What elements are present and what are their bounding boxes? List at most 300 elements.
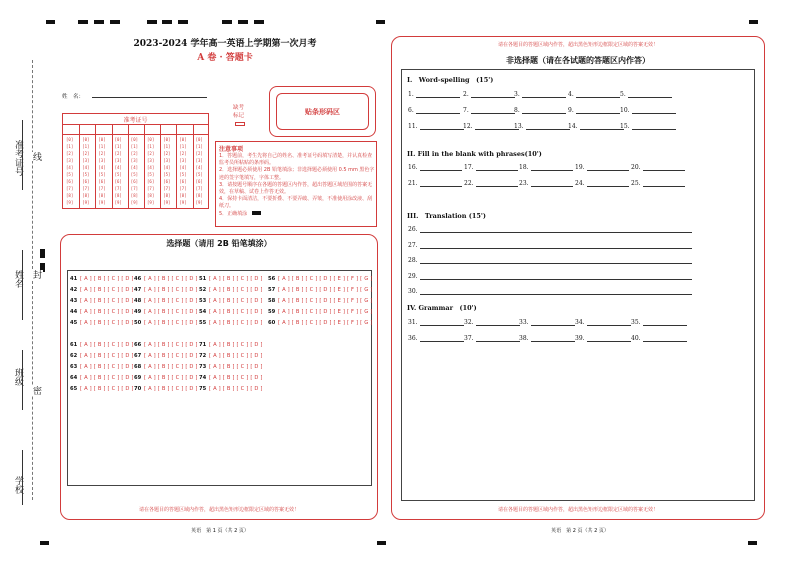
answer-blank[interactable]	[620, 91, 672, 98]
translation-line[interactable]	[408, 242, 692, 249]
question-number: 46	[134, 276, 142, 282]
zkzh-digit-bubble[interactable]: [4]	[195, 165, 203, 170]
answer-options[interactable]: [ A ] [ B ] [ C ] [ D ]	[144, 342, 198, 348]
answer-line[interactable]	[632, 124, 676, 130]
zkzh-digit-bubble[interactable]: [5]	[66, 172, 74, 177]
zkzh-digit-bubble[interactable]: [1]	[163, 144, 171, 149]
choice-question-row[interactable]	[70, 309, 134, 315]
answer-blank[interactable]	[464, 180, 518, 187]
answer-line[interactable]	[643, 320, 687, 326]
answer-line[interactable]	[476, 320, 520, 326]
name-field[interactable]	[92, 97, 207, 98]
zkzh-digit-bubble[interactable]: [4]	[147, 165, 155, 170]
zkzh-digit-bubble[interactable]: [5]	[163, 172, 171, 177]
side-name-label: 姓名	[13, 270, 23, 288]
translation-line[interactable]	[408, 288, 692, 295]
zkzh-digit-bubble[interactable]: [7]	[114, 186, 122, 191]
zkzh-digit-bubble[interactable]: [9]	[114, 200, 122, 205]
answer-number: 11.	[408, 123, 418, 130]
answer-blank[interactable]	[464, 164, 518, 171]
choice-question-row[interactable]	[134, 298, 198, 304]
zkzh-digit-bubble[interactable]: [8]	[130, 193, 139, 198]
zkzh-digit-bubble[interactable]: [5]	[82, 172, 90, 177]
answer-number: 24.	[575, 180, 585, 187]
timing-mark	[748, 541, 757, 545]
answer-line[interactable]	[580, 124, 624, 130]
choice-question-row[interactable]	[199, 386, 263, 392]
zkzh-digit-bubble[interactable]: [6]	[163, 179, 171, 184]
choice-question-row[interactable]	[199, 276, 263, 282]
answer-line[interactable]	[475, 124, 519, 130]
zkzh-digit-bubble[interactable]: [8]	[195, 193, 203, 198]
zkzh-digit-bubble[interactable]: [6]	[179, 179, 187, 184]
zkzh-digit-bubble[interactable]: [1]	[195, 144, 203, 149]
choice-question-row[interactable]	[70, 276, 134, 282]
zkzh-digit-bubble[interactable]: [2]	[130, 151, 139, 156]
zkzh-digit-bubble[interactable]: [8]	[179, 193, 187, 198]
answer-options[interactable]: [ A ] [ B ] [ C ] [ D ] [ E ] [ F ] [ G ]	[278, 298, 373, 304]
zkzh-digit-bubble[interactable]: [2]	[163, 151, 171, 156]
answer-line[interactable]	[420, 336, 464, 342]
zkzh-digit-bubble[interactable]: [3]	[114, 158, 122, 163]
answer-line[interactable]	[420, 165, 462, 171]
side-underline	[22, 120, 23, 190]
answer-number: 23.	[519, 180, 529, 187]
zkzh-digit-bubble[interactable]: [4]	[82, 165, 90, 170]
choice-question-row[interactable]	[199, 298, 263, 304]
zkzh-digit-bubble[interactable]: [5]	[130, 172, 139, 177]
zkzh-digit-bubble[interactable]: [0]	[147, 137, 155, 142]
timing-mark	[377, 541, 386, 545]
zkzh-digit-bubble[interactable]: [8]	[114, 193, 122, 198]
zkzh-digit-bubble[interactable]: [2]	[82, 151, 90, 156]
choice-question-row[interactable]	[70, 353, 134, 359]
zkzh-digit-bubble[interactable]: [0]	[179, 137, 187, 142]
answer-options[interactable]: [ A ] [ B ] [ C ] [ D ]	[209, 386, 263, 392]
zkzh-digit-bubble[interactable]: [5]	[114, 172, 122, 177]
choice-question-row[interactable]	[134, 353, 198, 359]
choice-question-row[interactable]	[70, 320, 134, 326]
answer-line[interactable]	[587, 165, 629, 171]
zkzh-digit-bubble[interactable]: [6]	[98, 179, 106, 184]
answer-blank[interactable]	[408, 319, 464, 326]
answer-options[interactable]: [ A ] [ B ] [ C ] [ D ]	[80, 309, 134, 315]
answer-line[interactable]	[587, 320, 631, 326]
answer-line[interactable]	[643, 181, 685, 187]
answer-blank[interactable]	[620, 123, 676, 130]
answer-line[interactable]	[526, 124, 570, 130]
answer-line[interactable]	[416, 108, 460, 114]
choice-question-row[interactable]	[268, 276, 373, 282]
answer-line[interactable]	[476, 336, 520, 342]
answer-blank[interactable]	[519, 319, 575, 326]
zkzh-digit-bubble[interactable]: [1]	[147, 144, 155, 149]
choice-question-row[interactable]	[134, 320, 198, 326]
zkzh-digit-bubble[interactable]: [2]	[147, 151, 155, 156]
answer-blank[interactable]	[575, 335, 631, 342]
zkzh-digit-bubble[interactable]: [0]	[66, 137, 74, 142]
translation-line[interactable]	[408, 257, 692, 264]
zkzh-digit-bubble[interactable]: [2]	[98, 151, 106, 156]
answer-number: 8.	[514, 107, 520, 114]
question-number: 55	[199, 320, 207, 326]
zkzh-digit-bubble[interactable]: [9]	[147, 200, 155, 205]
answer-options[interactable]: [ A ] [ B ] [ C ] [ D ]	[209, 364, 263, 370]
answer-number: 14.	[568, 123, 578, 130]
answer-blank[interactable]	[620, 107, 676, 114]
zkzh-digit-bubble[interactable]: [4]	[114, 165, 122, 170]
zkzh-digit-bubble[interactable]: [7]	[163, 186, 171, 191]
answer-blank[interactable]	[631, 335, 687, 342]
absent-checkbox[interactable]	[235, 122, 245, 126]
choice-question-row[interactable]	[199, 364, 263, 370]
answer-options[interactable]: [ A ] [ B ] [ C ] [ D ]	[144, 276, 198, 282]
zkzh-digit-bubble[interactable]: [5]	[147, 172, 155, 177]
zkzh-digit-bubble[interactable]: [9]	[66, 200, 74, 205]
answer-options[interactable]: [ A ] [ B ] [ C ] [ D ]	[144, 375, 198, 381]
choice-question-row[interactable]	[199, 342, 263, 348]
zkzh-digit-bubble[interactable]: [0]	[195, 137, 203, 142]
zkzh-digit-bubble[interactable]: [7]	[147, 186, 155, 191]
timing-mark	[147, 20, 157, 24]
zkzh-digit-bubble[interactable]: [5]	[195, 172, 203, 177]
answer-blank[interactable]	[514, 91, 566, 98]
question-number: 68	[134, 364, 142, 370]
answer-blank[interactable]	[514, 123, 570, 130]
answer-number: 33.	[519, 319, 529, 326]
answer-options[interactable]: [ A ] [ B ] [ C ] [ D ] [ E ] [ F ] [ G ]	[278, 287, 373, 293]
answer-line[interactable]	[420, 227, 692, 233]
note-item: 2．选择题必须使用 2B 铅笔填涂；非选择题必须使用 0.5 mm 黑色字迹的签字笔填写，字体工整。	[219, 167, 375, 181]
answer-options[interactable]: [ A ] [ B ] [ C ] [ D ]	[80, 375, 134, 381]
answer-number: 29.	[408, 272, 418, 280]
answer-blank[interactable]	[631, 164, 685, 171]
absent-label-2: 标记	[233, 113, 245, 119]
answer-line[interactable]	[531, 181, 573, 187]
question-number: 58	[268, 298, 276, 304]
question-number: 75	[199, 386, 207, 392]
zkzh-digit-bubble[interactable]: [8]	[147, 193, 155, 198]
answer-number: 26.	[408, 226, 418, 233]
zkzh-digit-bubble[interactable]: [9]	[98, 200, 106, 205]
zkzh-digit-bubble[interactable]: [4]	[163, 165, 171, 170]
choice-question-row[interactable]	[134, 287, 198, 293]
side-class-label: 班级	[13, 368, 23, 386]
zkzh-digit-bubble[interactable]: [3]	[82, 158, 90, 163]
zkzh-digit-bubble[interactable]: [8]	[66, 193, 74, 198]
answer-line[interactable]	[522, 108, 566, 114]
answer-line[interactable]	[420, 258, 692, 264]
answer-options[interactable]: [ A ] [ B ] [ C ] [ D ]	[144, 320, 198, 326]
zkzh-digit-bubble[interactable]: [5]	[179, 172, 187, 177]
answer-blank[interactable]	[408, 91, 460, 98]
question-number: 62	[70, 353, 78, 359]
answer-line[interactable]	[420, 274, 692, 280]
choice-question-row[interactable]	[268, 298, 373, 304]
answer-number: 4.	[568, 91, 574, 98]
answer-blank[interactable]	[464, 335, 520, 342]
choice-question-row[interactable]	[268, 287, 373, 293]
zkzh-digit-bubble[interactable]: [1]	[98, 144, 106, 149]
answer-number: 22.	[464, 180, 474, 187]
timing-mark	[46, 20, 55, 24]
zkzh-digit-bubble[interactable]: [3]	[98, 158, 106, 163]
choice-question-row[interactable]	[268, 309, 373, 315]
answer-line[interactable]	[471, 108, 515, 114]
choice-question-row[interactable]	[70, 287, 134, 293]
answer-line[interactable]	[531, 165, 573, 171]
answer-options[interactable]: [ A ] [ B ] [ C ] [ D ] [ E ] [ F ] [ G ]	[278, 320, 373, 326]
zkzh-digit-bubble[interactable]: [6]	[82, 179, 90, 184]
answer-blank[interactable]	[463, 123, 519, 130]
answer-line[interactable]	[576, 92, 620, 98]
side-underline	[22, 250, 23, 320]
choice-question-row[interactable]	[134, 386, 198, 392]
zkzh-digit-bubble[interactable]: [7]	[98, 186, 106, 191]
timing-mark	[254, 20, 264, 24]
choice-question-row[interactable]	[70, 342, 134, 348]
answer-options[interactable]: [ A ] [ B ] [ C ] [ D ]	[144, 386, 198, 392]
translation-line[interactable]	[408, 226, 692, 233]
zkzh-digit-bubble[interactable]: [2]	[114, 151, 122, 156]
answer-options[interactable]: [ A ] [ B ] [ C ] [ D ]	[209, 276, 263, 282]
choice-question-row[interactable]	[199, 375, 263, 381]
choice-question-row[interactable]	[199, 320, 263, 326]
section-2-title: II. Fill in the blank with phrases(10')	[407, 150, 542, 158]
zkzh-digit-bubble[interactable]: [7]	[195, 186, 203, 191]
answer-blank[interactable]	[408, 107, 460, 114]
answer-options[interactable]: [ A ] [ B ] [ C ] [ D ]	[80, 386, 134, 392]
choice-question-row[interactable]	[134, 375, 198, 381]
answer-options[interactable]: [ A ] [ B ] [ C ] [ D ]	[80, 287, 134, 293]
answer-line[interactable]	[476, 165, 518, 171]
answer-options[interactable]: [ A ] [ B ] [ C ] [ D ]	[144, 353, 198, 359]
zkzh-col-divider	[112, 124, 113, 209]
zkzh-digit-bubble[interactable]: [6]	[66, 179, 74, 184]
answer-options[interactable]: [ A ] [ B ] [ C ] [ D ]	[209, 342, 263, 348]
zkzh-digit-bubble[interactable]: [0]	[82, 137, 90, 142]
zkzh-digit-bubble[interactable]: [9]	[82, 200, 90, 205]
answer-line[interactable]	[587, 336, 631, 342]
zkzh-col-divider	[144, 124, 145, 209]
question-number: 63	[70, 364, 78, 370]
answer-options[interactable]: [ A ] [ B ] [ C ] [ D ]	[80, 353, 134, 359]
zkzh-digit-bubble[interactable]: [6]	[130, 179, 139, 184]
choice-question-row[interactable]	[199, 287, 263, 293]
answer-options[interactable]: [ A ] [ B ] [ C ] [ D ]	[209, 287, 263, 293]
choice-question-row[interactable]	[70, 375, 134, 381]
zkzh-digit-bubble[interactable]: [2]	[195, 151, 203, 156]
answer-blank[interactable]	[631, 180, 685, 187]
answer-blank[interactable]	[463, 107, 515, 114]
page-title: 2023-2024 学年高一英语上学期第一次月考	[133, 39, 317, 49]
choice-question-row[interactable]	[134, 364, 198, 370]
zkzh-digit-bubble[interactable]: [6]	[195, 179, 203, 184]
answer-options[interactable]: [ A ] [ B ] [ C ] [ D ]	[144, 298, 198, 304]
zkzh-col-divider	[95, 124, 96, 209]
choice-question-row[interactable]	[134, 276, 198, 282]
answer-options[interactable]: [ A ] [ B ] [ C ] [ D ]	[209, 353, 263, 359]
zkzh-digit-bubble[interactable]: [9]	[195, 200, 203, 205]
choice-question-row[interactable]	[199, 353, 263, 359]
zkzh-digit-bubble[interactable]: [1]	[114, 144, 122, 149]
answer-line[interactable]	[416, 92, 460, 98]
answer-line[interactable]	[531, 320, 575, 326]
zkzh-digit-bubble[interactable]: [8]	[98, 193, 106, 198]
zkzh-digit-bubble[interactable]: [7]	[82, 186, 90, 191]
answer-blank[interactable]	[408, 335, 464, 342]
answer-number: 40.	[631, 335, 641, 342]
answer-line[interactable]	[576, 108, 620, 114]
answer-blank[interactable]	[408, 164, 462, 171]
choice-question-row[interactable]	[70, 386, 134, 392]
answer-options[interactable]: [ A ] [ B ] [ C ] [ D ]	[80, 320, 134, 326]
answer-blank[interactable]	[464, 319, 520, 326]
zkzh-digit-bubble[interactable]: [7]	[130, 186, 139, 191]
answer-options[interactable]: [ A ] [ B ] [ C ] [ D ]	[144, 309, 198, 315]
zkzh-digit-bubble[interactable]: [7]	[179, 186, 187, 191]
answer-number: 1.	[408, 91, 414, 98]
answer-line[interactable]	[476, 181, 518, 187]
answer-blank[interactable]	[575, 164, 629, 171]
zkzh-digit-bubble[interactable]: [2]	[66, 151, 74, 156]
answer-line[interactable]	[531, 336, 575, 342]
zkzh-digit-bubble[interactable]: [6]	[114, 179, 122, 184]
answer-blank[interactable]	[463, 91, 515, 98]
answer-line[interactable]	[522, 92, 566, 98]
zkzh-digit-bubble[interactable]: [5]	[98, 172, 106, 177]
answer-number: 12.	[463, 123, 473, 130]
answer-options[interactable]: [ A ] [ B ] [ C ] [ D ]	[209, 375, 263, 381]
answer-blank[interactable]	[631, 319, 687, 326]
answer-options[interactable]: [ A ] [ B ] [ C ] [ D ]	[209, 320, 263, 326]
answer-blank[interactable]	[514, 107, 566, 114]
question-number: 59	[268, 309, 276, 315]
side-feng-label: 封	[31, 270, 41, 279]
zkzh-digit-bubble[interactable]: [1]	[130, 144, 139, 149]
answer-blank[interactable]	[568, 107, 620, 114]
answer-line[interactable]	[643, 165, 685, 171]
answer-line[interactable]	[632, 108, 676, 114]
choice-question-row[interactable]	[134, 309, 198, 315]
choice-question-row[interactable]	[268, 320, 373, 326]
answer-line[interactable]	[643, 336, 687, 342]
choice-question-row[interactable]	[134, 342, 198, 348]
answer-line[interactable]	[420, 320, 464, 326]
answer-options[interactable]: [ A ] [ B ] [ C ] [ D ]	[80, 342, 134, 348]
left-page-number: 英语 第 1 页（共 2 页）	[191, 528, 249, 534]
answer-blank[interactable]	[519, 164, 573, 171]
zkzh-digit-bubble[interactable]: [3]	[130, 158, 139, 163]
name-label: 姓 名：	[62, 94, 85, 100]
answer-line[interactable]	[471, 92, 515, 98]
translation-line[interactable]	[408, 273, 692, 280]
side-school-label: 学校	[13, 476, 23, 494]
zkzh-digit-bubble[interactable]: [3]	[179, 158, 187, 163]
answer-line[interactable]	[420, 124, 464, 130]
question-number: 47	[134, 287, 142, 293]
answer-line[interactable]	[420, 289, 692, 295]
barcode-label: 贴条形码区	[305, 108, 340, 116]
zkzh-digit-bubble[interactable]: [4]	[66, 165, 74, 170]
zkzh-digit-bubble[interactable]: [0]	[130, 137, 139, 142]
zkzh-digit-bubble[interactable]: [3]	[195, 158, 203, 163]
answer-number: 37.	[464, 335, 474, 342]
zkzh-digit-bubble[interactable]: [9]	[130, 200, 139, 205]
zkzh-digit-bubble[interactable]: [0]	[163, 137, 171, 142]
answer-number: 18.	[519, 164, 529, 171]
zkzh-digit-bubble[interactable]: [2]	[179, 151, 187, 156]
answer-line[interactable]	[420, 243, 692, 249]
answer-options[interactable]: [ A ] [ B ] [ C ] [ D ]	[80, 276, 134, 282]
zkzh-col-divider	[79, 124, 80, 209]
side-underline	[22, 350, 23, 410]
binding-line	[32, 60, 33, 500]
answer-options[interactable]: [ A ] [ B ] [ C ] [ D ] [ E ] [ F ] [ G ]	[278, 309, 373, 315]
answer-options[interactable]: [ A ] [ B ] [ C ] [ D ]	[144, 287, 198, 293]
zkzh-digit-bubble[interactable]: [1]	[66, 144, 74, 149]
zkzh-digit-bubble[interactable]: [4]	[98, 165, 106, 170]
zkzh-digit-bubble[interactable]: [7]	[66, 186, 74, 191]
zkzh-digit-bubble[interactable]: [4]	[179, 165, 187, 170]
answer-blank[interactable]	[408, 180, 462, 187]
zkzh-digit-bubble[interactable]: [3]	[66, 158, 74, 163]
zkzh-label: 准考证号	[123, 117, 148, 124]
choice-question-row[interactable]	[199, 309, 263, 315]
answer-options[interactable]: [ A ] [ B ] [ C ] [ D ]	[209, 298, 263, 304]
answer-blank[interactable]	[575, 180, 629, 187]
zkzh-digit-bubble[interactable]: [0]	[114, 137, 122, 142]
zkzh-digit-bubble[interactable]: [6]	[147, 179, 155, 184]
choice-question-row[interactable]	[70, 364, 134, 370]
answer-blank[interactable]	[519, 180, 573, 187]
answer-blank[interactable]	[519, 335, 575, 342]
answer-blank[interactable]	[575, 319, 631, 326]
zkzh-digit-bubble[interactable]: [9]	[179, 200, 187, 205]
answer-number: 16.	[408, 164, 418, 171]
zkzh-digit-bubble[interactable]: [1]	[179, 144, 187, 149]
answer-number: 34.	[575, 319, 585, 326]
answer-line[interactable]	[628, 92, 672, 98]
zkzh-digit-bubble[interactable]: [0]	[98, 137, 106, 142]
zkzh-col-divider	[193, 124, 194, 209]
answer-options[interactable]: [ A ] [ B ] [ C ] [ D ]	[80, 364, 134, 370]
answer-blank[interactable]	[568, 123, 624, 130]
zkzh-digit-bubble[interactable]: [3]	[163, 158, 171, 163]
answer-number: 15.	[620, 123, 630, 130]
answer-line[interactable]	[587, 181, 629, 187]
timing-mark	[238, 20, 248, 24]
timing-mark	[376, 20, 385, 24]
timing-mark	[178, 20, 188, 24]
answer-number: 10.	[620, 107, 630, 114]
zkzh-digit-bubble[interactable]: [8]	[163, 193, 171, 198]
zkzh-digit-bubble[interactable]: [4]	[130, 165, 139, 170]
answer-options[interactable]: [ A ] [ B ] [ C ] [ D ] [ E ] [ F ] [ G ]	[278, 276, 373, 282]
zkzh-digit-bubble[interactable]: [3]	[147, 158, 155, 163]
answer-options[interactable]: [ A ] [ B ] [ C ] [ D ]	[80, 298, 134, 304]
answer-blank[interactable]	[408, 123, 464, 130]
answer-line[interactable]	[420, 181, 462, 187]
choice-question-row[interactable]	[70, 298, 134, 304]
answer-options[interactable]: [ A ] [ B ] [ C ] [ D ]	[144, 364, 198, 370]
zkzh-digit-bubble[interactable]: [1]	[82, 144, 90, 149]
answer-options[interactable]: [ A ] [ B ] [ C ] [ D ]	[209, 309, 263, 315]
answer-blank[interactable]	[568, 91, 620, 98]
zkzh-digit-bubble[interactable]: [9]	[163, 200, 171, 205]
zkzh-digit-bubble[interactable]: [8]	[82, 193, 90, 198]
section-3-title: III. Translation (15')	[407, 212, 486, 220]
